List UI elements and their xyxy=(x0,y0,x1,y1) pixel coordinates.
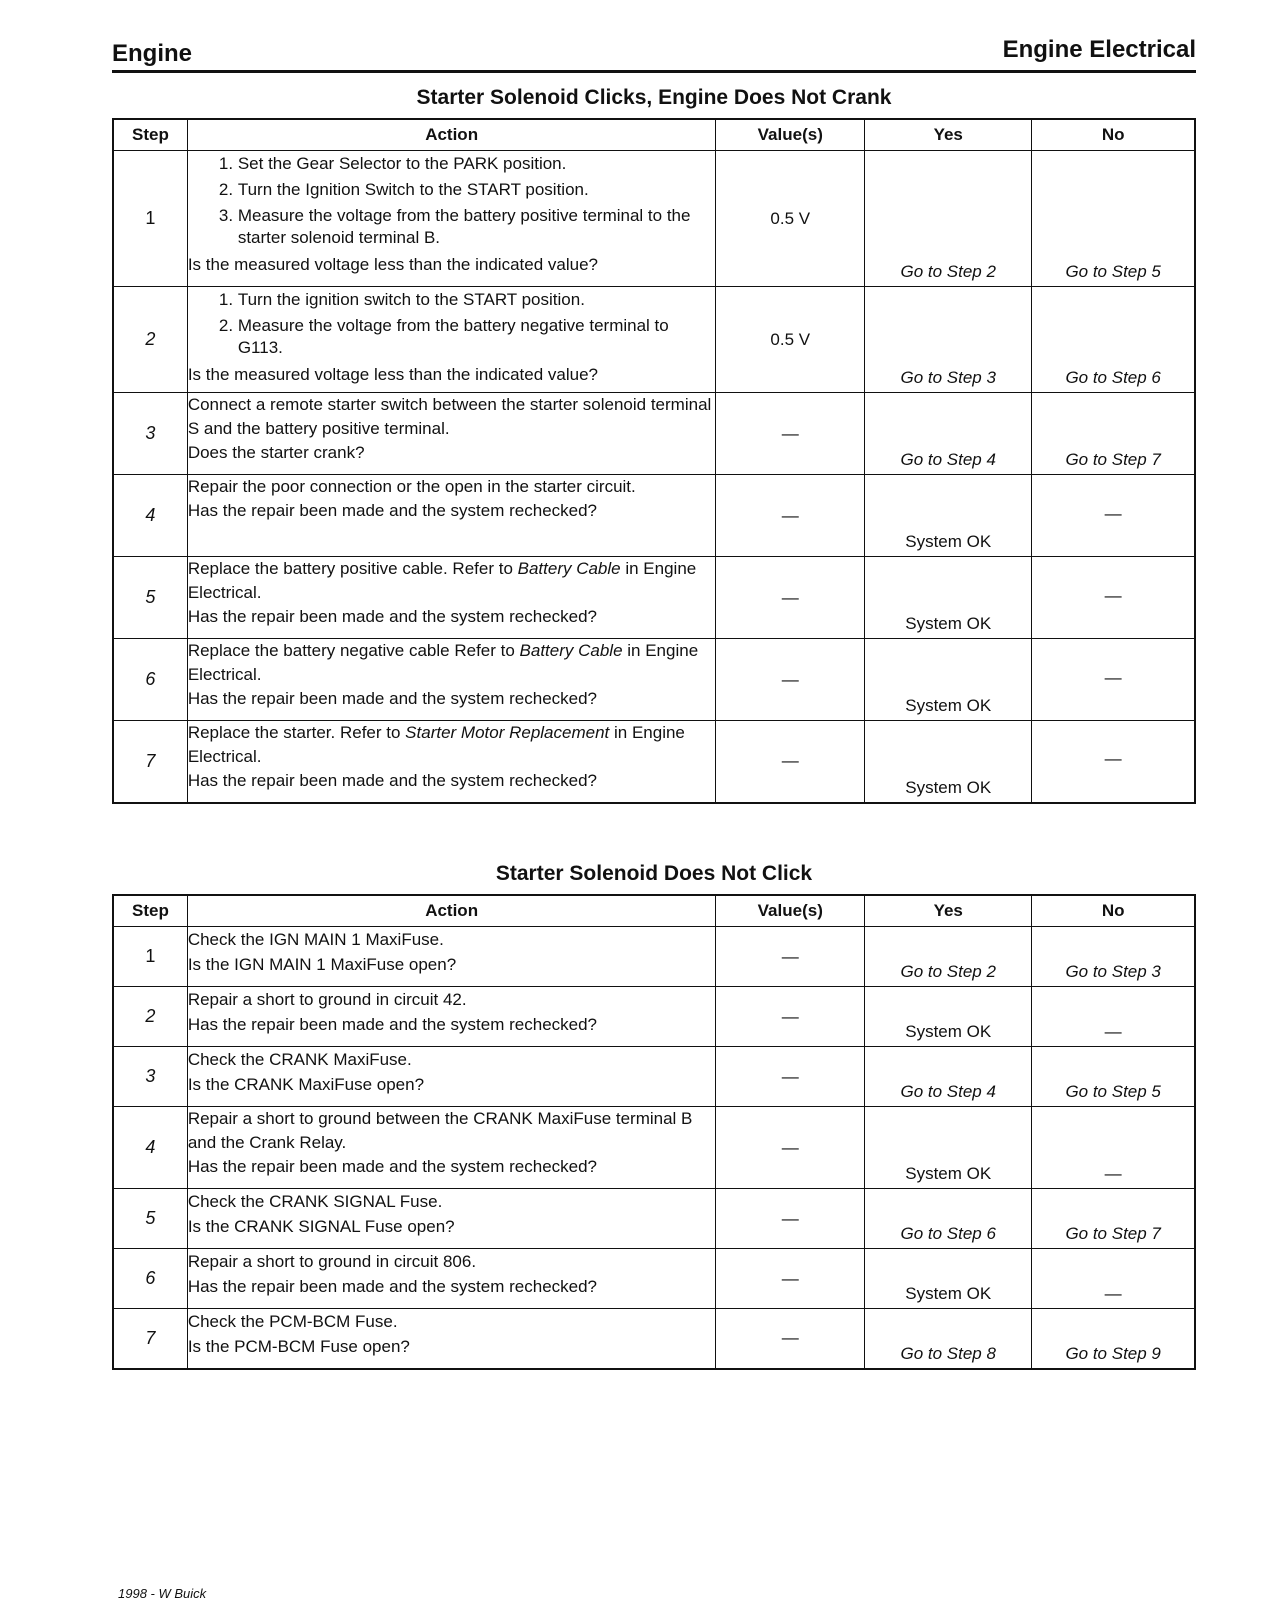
action-instruction: Connect a remote starter switch between the starter solenoid terminal S and the battery positive terminal. xyxy=(187,395,712,438)
table-row xyxy=(113,1047,1195,1107)
yes-result: Go to Step 6 xyxy=(865,1189,1032,1249)
action-cell xyxy=(187,475,716,557)
table-row xyxy=(113,393,1195,475)
action-instruction: Repair a short to ground in circuit 806. xyxy=(187,1252,477,1271)
yes-result: Go to Step 3 xyxy=(865,287,1032,393)
action-question: Has the repair been made and the system rechecked? xyxy=(187,1157,598,1176)
no-result: — xyxy=(1032,1107,1195,1189)
action-cell xyxy=(187,1107,716,1189)
list-item: 2. Turn the Ignition Switch to the START position. xyxy=(238,179,716,201)
value-cell: — xyxy=(716,1047,865,1107)
action-question: Has the repair been made and the system rechecked? xyxy=(187,1277,598,1296)
no-result: — xyxy=(1032,475,1195,557)
table-row xyxy=(113,721,1195,803)
action-instruction: Check the CRANK SIGNAL Fuse. xyxy=(187,1192,443,1211)
action-question: Has the repair been made and the system rechecked? xyxy=(187,607,598,626)
no-result: — xyxy=(1032,557,1195,639)
step-number: 2 xyxy=(113,287,187,393)
instruction-text: Replace the battery positive cable. Refer to xyxy=(187,559,518,578)
action-instruction: Repair a short to ground in circuit 42. xyxy=(187,990,467,1009)
value-cell: — xyxy=(716,1309,865,1369)
value-cell: — xyxy=(716,639,865,721)
step-number: 7 xyxy=(113,1309,187,1369)
action-cell xyxy=(187,287,716,393)
action-steps-list xyxy=(188,153,716,249)
col-action-header: Action xyxy=(187,895,716,927)
col-yes-header: Yes xyxy=(865,895,1032,927)
action-cell xyxy=(187,1249,716,1309)
action-cell xyxy=(187,393,716,475)
table-row xyxy=(113,1309,1195,1369)
step-number: 4 xyxy=(113,1107,187,1189)
step-number: 1 xyxy=(113,151,187,287)
action-question: Is the CRANK MaxiFuse open? xyxy=(187,1075,425,1094)
table2-title: Starter Solenoid Does Not Click xyxy=(495,862,813,885)
action-question: Is the IGN MAIN 1 MaxiFuse open? xyxy=(187,955,457,974)
yes-result: System OK xyxy=(865,1249,1032,1309)
value-cell: — xyxy=(716,1189,865,1249)
action-question: Is the CRANK SIGNAL Fuse open? xyxy=(187,1217,455,1236)
value-cell: — xyxy=(716,475,865,557)
action-question: Has the repair been made and the system rechecked? xyxy=(187,689,598,708)
action-question: Has the repair been made and the system rechecked? xyxy=(187,501,598,520)
header-section-left: Engine xyxy=(112,40,193,67)
action-question: Is the measured voltage less than the indicated value? xyxy=(187,255,598,274)
col-yes-header: Yes xyxy=(865,119,1032,151)
value-cell: — xyxy=(716,927,865,987)
instruction-text: Replace the starter. Refer to xyxy=(187,723,406,742)
value-cell: 0.5 V xyxy=(716,287,865,393)
action-instruction: Check the CRANK MaxiFuse. xyxy=(187,1050,412,1069)
step-number: 4 xyxy=(113,475,187,557)
step-number: 5 xyxy=(113,1189,187,1249)
action-question: Has the repair been made and the system rechecked? xyxy=(187,1015,598,1034)
table-row xyxy=(113,475,1195,557)
action-question: Does the starter crank? xyxy=(187,443,365,462)
list-item: 1. Set the Gear Selector to the PARK position. xyxy=(238,153,716,175)
action-instruction xyxy=(188,639,716,687)
action-cell xyxy=(187,1047,716,1107)
yes-result: Go to Step 2 xyxy=(865,927,1032,987)
action-cell xyxy=(187,1309,716,1369)
instruction-text: Replace the battery negative cable Refer to xyxy=(187,641,520,660)
yes-result: System OK xyxy=(865,721,1032,803)
no-result: — xyxy=(1032,639,1195,721)
action-instruction: Repair a short to ground between the CRANK MaxiFuse terminal B and the Crank Relay. xyxy=(187,1109,693,1152)
action-question: Is the PCM-BCM Fuse open? xyxy=(187,1337,410,1356)
table1-title: Starter Solenoid Clicks, Engine Does Not Crank xyxy=(416,86,892,109)
table-row xyxy=(113,639,1195,721)
instruction-text: in Engine Electrical. xyxy=(187,559,697,602)
page-footer: 1998 - W Buick xyxy=(118,1586,207,1601)
step-number: 5 xyxy=(113,557,187,639)
col-action-header: Action xyxy=(187,119,716,151)
yes-result: Go to Step 4 xyxy=(865,1047,1032,1107)
table-row xyxy=(113,287,1195,393)
yes-result: System OK xyxy=(865,987,1032,1047)
value-cell: — xyxy=(716,1107,865,1189)
action-instruction xyxy=(188,721,716,769)
value-cell: — xyxy=(716,557,865,639)
step-number: 7 xyxy=(113,721,187,803)
table-row xyxy=(113,987,1195,1047)
col-step-header: Step xyxy=(113,119,187,151)
step-number: 3 xyxy=(113,1047,187,1107)
step-number: 1 xyxy=(113,927,187,987)
action-cell xyxy=(187,151,716,287)
action-cell xyxy=(187,927,716,987)
col-no-header: No xyxy=(1032,895,1195,927)
action-instruction: Check the IGN MAIN 1 MaxiFuse. xyxy=(187,930,444,949)
action-cell xyxy=(187,721,716,803)
value-cell: — xyxy=(716,1249,865,1309)
action-cell xyxy=(187,639,716,721)
action-question: Has the repair been made and the system rechecked? xyxy=(187,771,598,790)
no-result: Go to Step 7 xyxy=(1032,393,1195,475)
col-no-header: No xyxy=(1032,119,1195,151)
no-result: Go to Step 3 xyxy=(1032,927,1195,987)
no-result: Go to Step 5 xyxy=(1032,1047,1195,1107)
action-cell xyxy=(187,557,716,639)
reference-link[interactable]: Starter Motor Replacement xyxy=(405,723,610,742)
no-result: Go to Step 6 xyxy=(1032,287,1195,393)
instruction-text: in Engine Electrical. xyxy=(187,641,699,684)
table-row xyxy=(113,557,1195,639)
yes-result: System OK xyxy=(865,639,1032,721)
table-row xyxy=(113,151,1195,287)
action-question: Is the measured voltage less than the indicated value? xyxy=(187,365,598,384)
no-result: — xyxy=(1032,1249,1195,1309)
table2-diagnostic xyxy=(112,894,1196,1370)
reference-link[interactable]: Battery Cable xyxy=(517,559,621,578)
step-number: 6 xyxy=(113,639,187,721)
table-row xyxy=(113,1249,1195,1309)
action-instruction: Repair the poor connection or the open in the starter circuit. xyxy=(187,477,636,496)
step-number: 6 xyxy=(113,1249,187,1309)
step-number: 2 xyxy=(113,987,187,1047)
yes-result: Go to Step 8 xyxy=(865,1309,1032,1369)
table-row xyxy=(113,1107,1195,1189)
yes-result: System OK xyxy=(865,1107,1032,1189)
yes-result: Go to Step 4 xyxy=(865,393,1032,475)
value-cell: — xyxy=(716,721,865,803)
no-result: — xyxy=(1032,721,1195,803)
action-instruction xyxy=(188,557,716,605)
col-step-header: Step xyxy=(113,895,187,927)
action-steps-list xyxy=(188,289,716,359)
action-cell xyxy=(187,987,716,1047)
yes-result: System OK xyxy=(865,557,1032,639)
yes-result: System OK xyxy=(865,475,1032,557)
value-cell: — xyxy=(716,393,865,475)
no-result: Go to Step 5 xyxy=(1032,151,1195,287)
list-item: 3. Measure the voltage from the battery positive terminal to the starter solenoid terminal B. xyxy=(238,205,716,249)
yes-result: Go to Step 2 xyxy=(865,151,1032,287)
table-row xyxy=(113,1189,1195,1249)
header-section-right: Engine Electrical xyxy=(1002,36,1196,63)
col-values-header: Value(s) xyxy=(716,895,865,927)
instruction-text: in Engine Electrical. xyxy=(187,723,685,766)
action-cell xyxy=(187,1189,716,1249)
value-cell: 0.5 V xyxy=(716,151,865,287)
list-item: 1. Turn the ignition switch to the START position. xyxy=(238,289,716,311)
table2-header-row xyxy=(113,895,1195,927)
table1-diagnostic xyxy=(112,118,1196,804)
no-result: Go to Step 9 xyxy=(1032,1309,1195,1369)
col-values-header: Value(s) xyxy=(716,119,865,151)
reference-link[interactable]: Battery Cable xyxy=(519,641,623,660)
table1-header-row xyxy=(113,119,1195,151)
action-instruction: Check the PCM-BCM Fuse. xyxy=(187,1312,398,1331)
list-item: 2. Measure the voltage from the battery negative terminal to G113. xyxy=(238,315,716,359)
header-rule xyxy=(112,70,1196,73)
step-number: 3 xyxy=(113,393,187,475)
no-result: Go to Step 7 xyxy=(1032,1189,1195,1249)
no-result: — xyxy=(1032,987,1195,1047)
value-cell: — xyxy=(716,987,865,1047)
table-row xyxy=(113,927,1195,987)
